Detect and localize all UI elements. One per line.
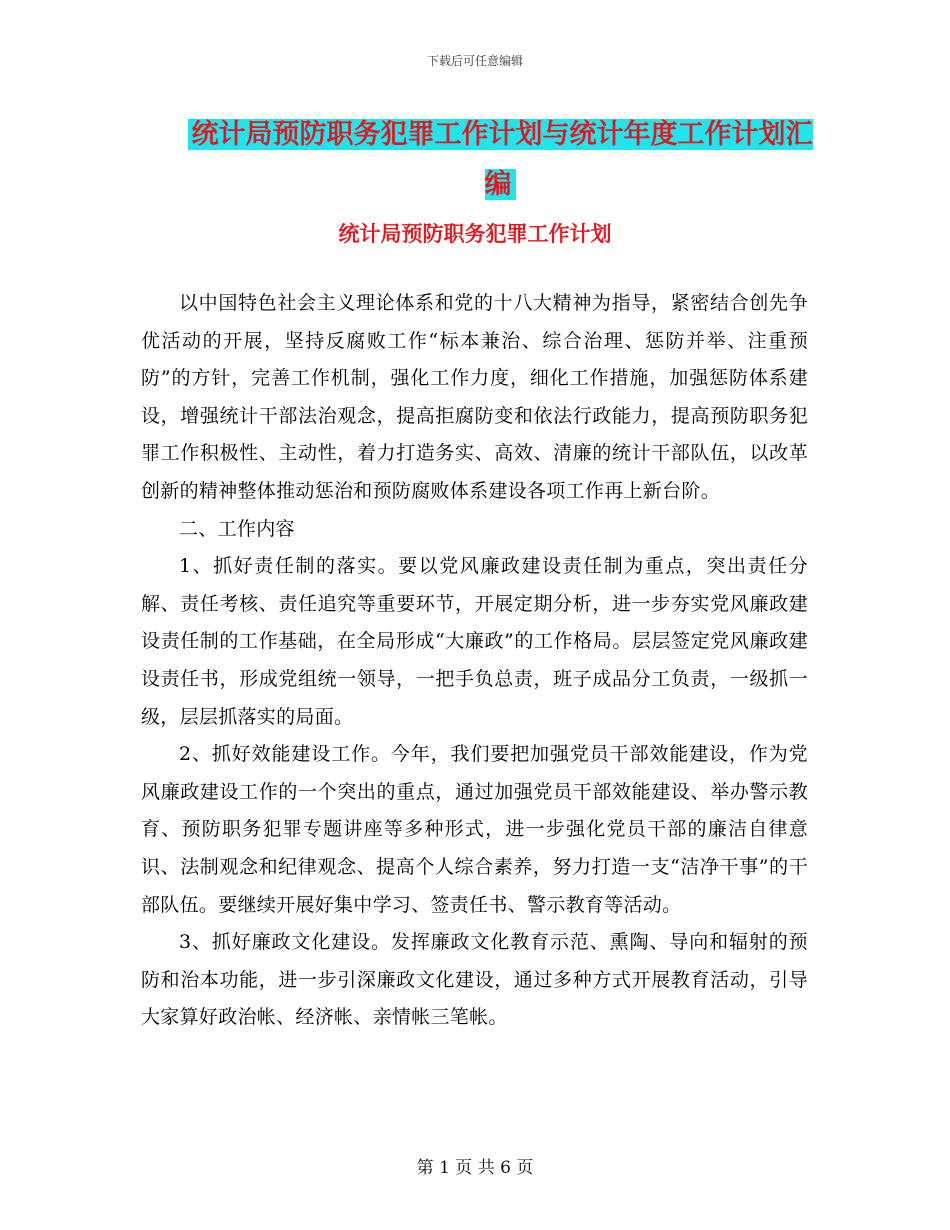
document-body — [141, 285, 808, 1037]
paragraph-item-3: 3、抓好廉政文化建设。发挥廉政文化教育示范、熏陶、导向和辐射的预防和治本功能，进一步引深廉政文化建设，通过多种方式开展教育活动，引导大家算好政治帐、经济帐、亲情帐三笔帐。 — [141, 931, 808, 1029]
paragraph-item-1: 1、抓好责任制的落实。要以党风廉政建设责任制为重点，突出责任分解、责任考核、责任追究等重要环节，开展定期分析，进一步夯实党风廉政建设责任制的工作基础，在全局形成“大廉政”的工作格局。层层签定党风廉政建设责任书，形成党组统一领导，一把手负总责，班子成品分工负责，一级抓一级，层层抓落实的局面。 — [141, 555, 808, 728]
section-title: 统计局预防职务犯罪工作计划 — [338, 222, 612, 246]
paragraph-heading-work-content: 二、工作内容 — [179, 517, 295, 540]
document-title — [180, 110, 820, 210]
paragraph-item-2: 2、抓好效能建设工作。今年，我们要把加强党员干部效能建设，作为党风廉政建设工作的一个突出的重点，通过加强党员干部效能建设、举办警示教育、预防职务犯罪专题讲座等多种形式，进一步强化党员干部的廉洁自律意识、法制观念和纪律观念、提高个人综合素养，努力打造一支“洁净干事”的干部队伍。要继续开展好集中学习、签责任书、警示教育等活动。 — [141, 743, 808, 916]
document-title-text: 统计局预防职务犯罪工作计划与统计年度工作计划汇编 — [188, 119, 813, 200]
page-header-note: 下载后可任意编辑 — [426, 54, 523, 68]
paragraph-intro: 以中国特色社会主义理论体系和党的十八大精神为指导，紧密结合创先争优活动的开展，坚持反腐败工作“标本兼治、综合治理、惩防并举、注重预防”的方针，完善工作机制，强化工作力度，细化工作措施，加强惩防体系建设，增强统计干部法治观念，提高拒腐防变和依法行政能力，提高预防职务犯罪工作积极性、主动性，着力打造务实、高效、清廉的统计干部队伍，以改革创新的精神整体推动惩治和预防腐败体系建设各项工作再上新台阶。 — [141, 292, 808, 502]
page-number-footer: 第 1 页 共 6 页 — [416, 1158, 534, 1178]
